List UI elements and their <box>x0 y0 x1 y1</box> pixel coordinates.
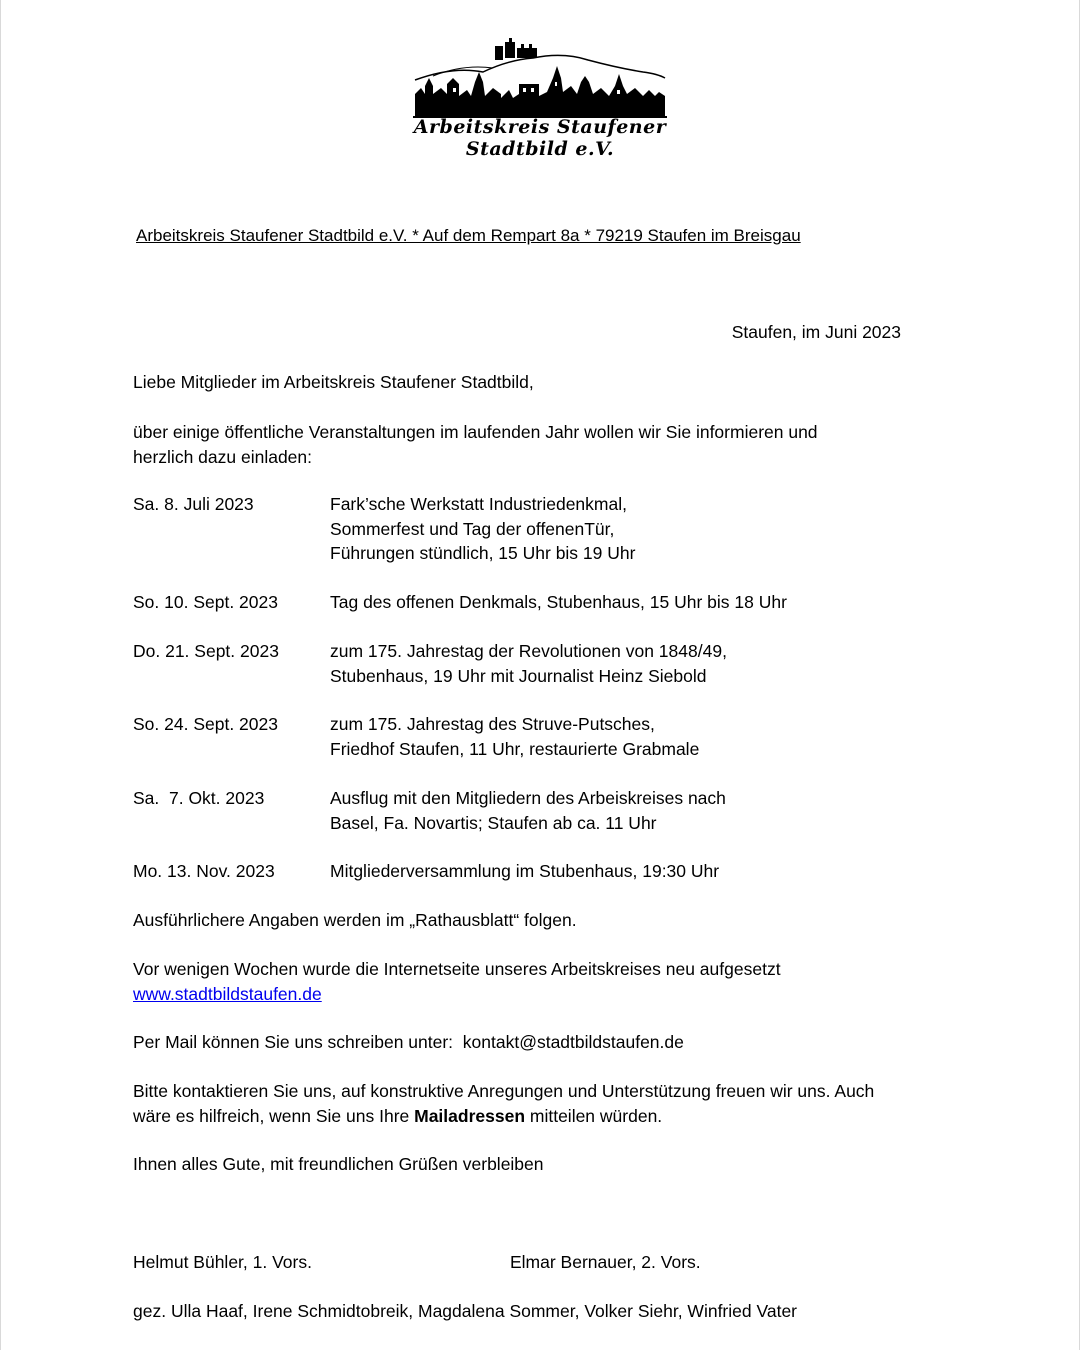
event-line: zum 175. Jahrestag der Revolutionen von 1848/49, <box>330 641 727 661</box>
intro-line: herzlich dazu einladen: <box>133 446 313 467</box>
place-date: Staufen, im Juni 2023 <box>731 322 901 342</box>
website-paragraph <box>133 957 781 1006</box>
website-link[interactable]: www.stadtbildstaufen.de <box>133 983 322 1004</box>
event-description <box>330 590 787 615</box>
details-note: Ausführlichere Angaben werden im „Rathausblatt“ folgen. <box>133 910 577 930</box>
castle-skyline-logo <box>413 38 667 120</box>
event-line: Ausflug mit den Mitgliedern des Arbeiskreises nach <box>330 788 726 808</box>
contact-emphasis: Mailadressen <box>414 1105 526 1126</box>
event-line: Fark’sche Werkstatt Industriedenkmal, <box>330 494 627 514</box>
intro-paragraph <box>133 420 818 469</box>
event-line: Sommerfest und Tag der offenenTür, <box>330 518 615 539</box>
contact-text: mitteilen würden. <box>525 1105 663 1126</box>
event-line: Tag des offenen Denkmals, Stubenhaus, 15 Uhr bis 18 Uhr <box>330 592 787 612</box>
event-description <box>330 786 726 835</box>
signature-second: Elmar Bernauer, 2. Vors. <box>510 1252 701 1272</box>
closing: Ihnen alles Gute, mit freundlichen Grüßen verbleiben <box>133 1154 544 1174</box>
event-date: So. 24. Sept. 2023 <box>133 714 278 734</box>
salutation: Liebe Mitglieder im Arbeitskreis Staufener Stadtbild, <box>133 372 534 392</box>
logo-subtitle: Arbeitskreis Staufener Stadtbild e.V. <box>413 116 667 160</box>
event-date: Do. 21. Sept. 2023 <box>133 641 279 661</box>
event-description <box>330 492 635 566</box>
contact-line: Bitte kontaktieren Sie uns, auf konstruktive Anregungen und Unterstützung freuen wir uns. Auch <box>133 1081 875 1101</box>
signature-first: Helmut Bühler, 1. Vors. <box>133 1252 312 1272</box>
event-line: Führungen stündlich, 15 Uhr bis 19 Uhr <box>330 543 636 563</box>
event-description <box>330 859 719 884</box>
event-description <box>330 639 727 688</box>
website-text: Vor wenigen Wochen wurde die Internetseite unseres Arbeitskreises neu aufgesetzt <box>133 959 781 979</box>
contact-text: wäre es hilfreich, wenn Sie uns Ihre <box>133 1105 415 1126</box>
event-line: zum 175. Jahrestag des Struve-Putsches, <box>330 714 655 734</box>
event-date: Sa. 8. Juli 2023 <box>133 494 254 514</box>
event-line: Friedhof Staufen, 11 Uhr, restaurierte Grabmale <box>330 738 700 759</box>
event-description <box>330 712 699 761</box>
mail-line: Per Mail können Sie uns schreiben unter: kontakt@stadtbildstaufen.de <box>133 1032 684 1052</box>
sender-address: Arbeitskreis Staufener Stadtbild e.V. * Auf dem Rempart 8a * 79219 Staufen im Breisgau <box>136 226 801 245</box>
event-line: Basel, Fa. Novartis; Staufen ab ca. 11 Uhr <box>330 812 657 833</box>
event-line: Stubenhaus, 19 Uhr mit Journalist Heinz Siebold <box>330 665 707 686</box>
contact-line <box>133 1104 874 1129</box>
event-line: Mitgliederversammlung im Stubenhaus, 19:30 Uhr <box>330 861 720 881</box>
contact-paragraph <box>133 1079 874 1128</box>
event-date: Sa. 7. Okt. 2023 <box>133 788 265 808</box>
signed-by: gez. Ulla Haaf, Irene Schmidtobreik, Magdalena Sommer, Volker Siehr, Winfried Vater <box>133 1301 798 1321</box>
event-date: So. 10. Sept. 2023 <box>133 592 278 612</box>
event-date: Mo. 13. Nov. 2023 <box>133 861 275 881</box>
intro-line: über einige öffentliche Veranstaltungen im laufenden Jahr wollen wir Sie informieren und <box>133 422 818 442</box>
